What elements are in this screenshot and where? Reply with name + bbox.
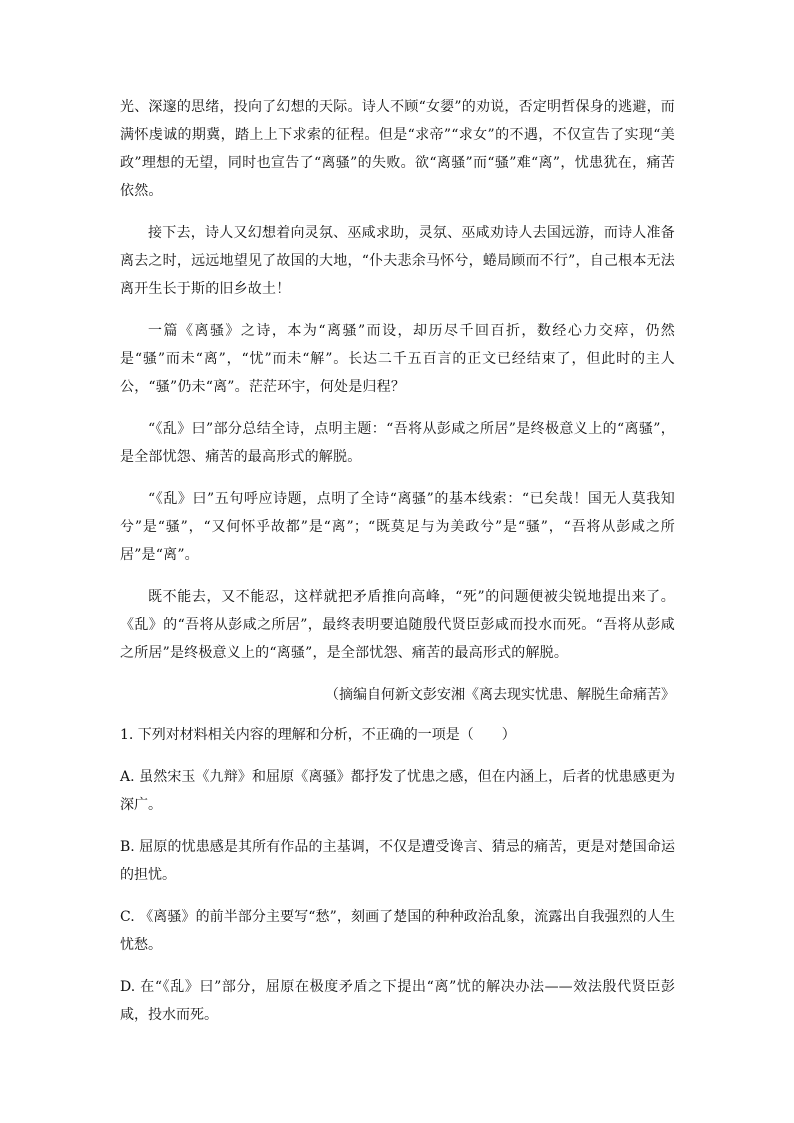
document-content (120, 93, 675, 1043)
option-d: D. 在“《乱》曰”部分，屈原在极度矛盾之下提出“离”忧的解决办法——效法殷代贤臣彭咸，投水而死。 (120, 979, 675, 1023)
question-stem: 1. 下列对材料相关内容的理解和分析，不正确的一项是（ ） (120, 727, 516, 743)
option-b: B. 屈原的忧患感是其所有作品的主基调，不仅是遭受谗言、猜忌的痛苦，更是对楚国命运的担忧。 (120, 839, 675, 883)
source-citation: （摘编自何新文彭安湘《离去现实忧患、解脱生命痛苦》 (325, 687, 675, 703)
paragraph-6: 既不能去，又不能忍，这样就把矛盾推向高峰，“死”的问题便被尖锐地提出来了。《乱》的“吾将从彭咸之所居”，最终表明要追随殷代贤臣彭咸而投水而死。“吾将从彭咸之所居”是终极意义上的“离骚”，是全部忧怨、痛苦的最高形式的解脱。 (120, 589, 675, 661)
paragraph-2: 接下去，诗人又幻想着向灵氛、巫咸求助，灵氛、巫咸劝诗人去国远游，而诗人准备离去之时，远远地望见了故国的大地，“仆夫悲余马怀兮，蜷局顾而不行”，自己根本无法离开生长于斯的旧乡故土！ (120, 225, 675, 297)
option-c: C. 《离骚》的前半部分主要写“愁”，刻画了楚国的种种政治乱象，流露出自我强烈的人生忧愁。 (120, 909, 675, 953)
paragraph-4: “《乱》曰”部分总结全诗，点明主题：“吾将从彭咸之所居”是终极意义上的“离骚”，是全部忧怨、痛苦的最高形式的解脱。 (120, 421, 675, 465)
paragraph-continuation: 光、深邃的思绪，投向了幻想的天际。诗人不顾“女媭”的劝说，否定明哲保身的逃避，而满怀虔诚的期冀，踏上上下求索的征程。但是“求帝”“求女”的不遇，不仅宣告了实现“美政”理想的无望，同时也宣告了“离骚”的失败。欲“离骚”而“骚”难“离”，忧患犹在，痛苦依然。 (120, 99, 675, 199)
option-a: A. 虽然宋玉《九辩》和屈原《离骚》都抒发了忧患之感，但在内涵上，后者的忧患感更为深广。 (120, 769, 675, 813)
paragraph-3: 一篇《离骚》之诗，本为“离骚”而设，却历尽千回百折，数经心力交瘁，仍然是“骚”而未“离”，“忧”而未“解”。长达二千五百言的正文已经结束了，但此时的主人公，“骚”仍未“离”。茫茫环宇，何处是归程？ (120, 323, 675, 395)
paragraph-5: “《乱》曰”五句呼应诗题，点明了全诗“离骚”的基本线索：“已矣哉！国无人莫我知兮”是“骚”，“又何怀乎故都”是“离”；“既莫足与为美政兮”是“骚”，“吾将从彭咸之所居”是“离”。 (120, 491, 675, 563)
